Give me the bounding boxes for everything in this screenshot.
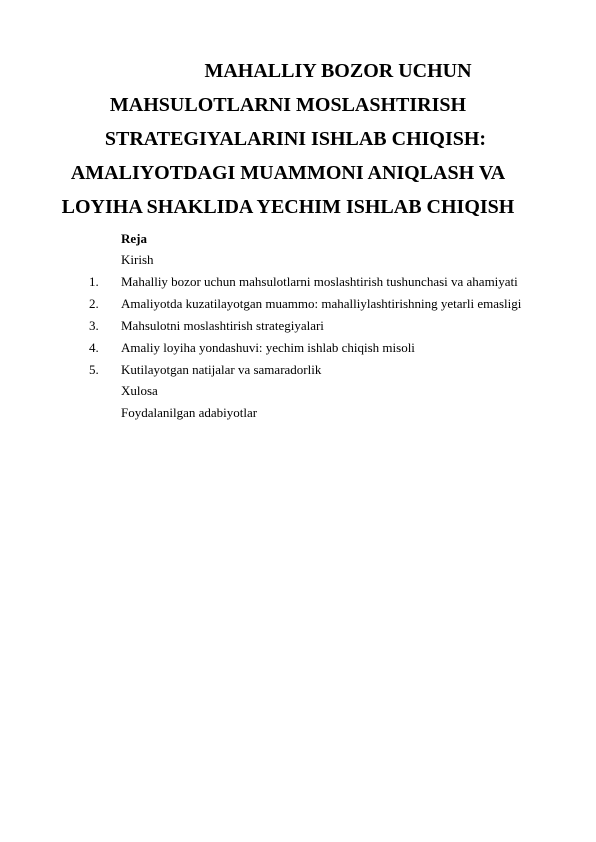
title-line-4: AMALIYOTDAGI MUAMMONI ANIQLASH VA (70, 162, 506, 184)
toc-item-text: Amaliyotda kuzatilayotgan muammo: mahalliylashtirishning yetarli emasligi (121, 295, 522, 311)
toc-conclusion (0, 380, 596, 402)
toc-item (0, 337, 596, 359)
toc-item (0, 359, 596, 381)
toc-item-number: 1. (89, 273, 99, 289)
toc-item (0, 271, 596, 293)
title-line-5: LOYIHA SHAKLIDA YECHIM ISHLAB CHIQISH (61, 196, 515, 218)
toc-item-number: 5. (89, 361, 99, 377)
plan-heading: Reja (121, 231, 147, 246)
toc-item-text: Mahalliy bozor uchun mahsulotlarni moslashtirish tushunchasi va ahamiyati (121, 273, 518, 289)
toc-references (0, 402, 596, 424)
toc-item-number: 4. (89, 339, 99, 355)
toc-item-text: Kutilayotgan natijalar va samaradorlik (121, 361, 322, 377)
table-of-contents (0, 249, 596, 424)
toc-intro (0, 249, 596, 271)
title-line-1: MAHALLIY BOZOR UCHUN (204, 60, 472, 82)
toc-item-text: Amaliy loyiha yondashuvi: yechim ishlab chiqish misoli (121, 339, 415, 355)
toc-conclusion-label: Xulosa (121, 383, 158, 399)
toc-intro-label: Kirish (121, 252, 154, 267)
toc-item (0, 315, 596, 337)
toc-item (0, 293, 596, 315)
title-line-3: STRATEGIYALARINI ISHLAB CHIQISH: (104, 128, 487, 150)
title-line-2: MAHSULOTLARNI MOSLASHTIRISH (109, 94, 467, 116)
toc-item-text: Mahsulotni moslashtirish strategiyalari (121, 317, 324, 333)
toc-references-label: Foydalanilgan adabiyotlar (121, 405, 258, 421)
toc-item-number: 3. (89, 317, 99, 333)
toc-item-number: 2. (89, 295, 99, 311)
document-title (60, 54, 576, 224)
